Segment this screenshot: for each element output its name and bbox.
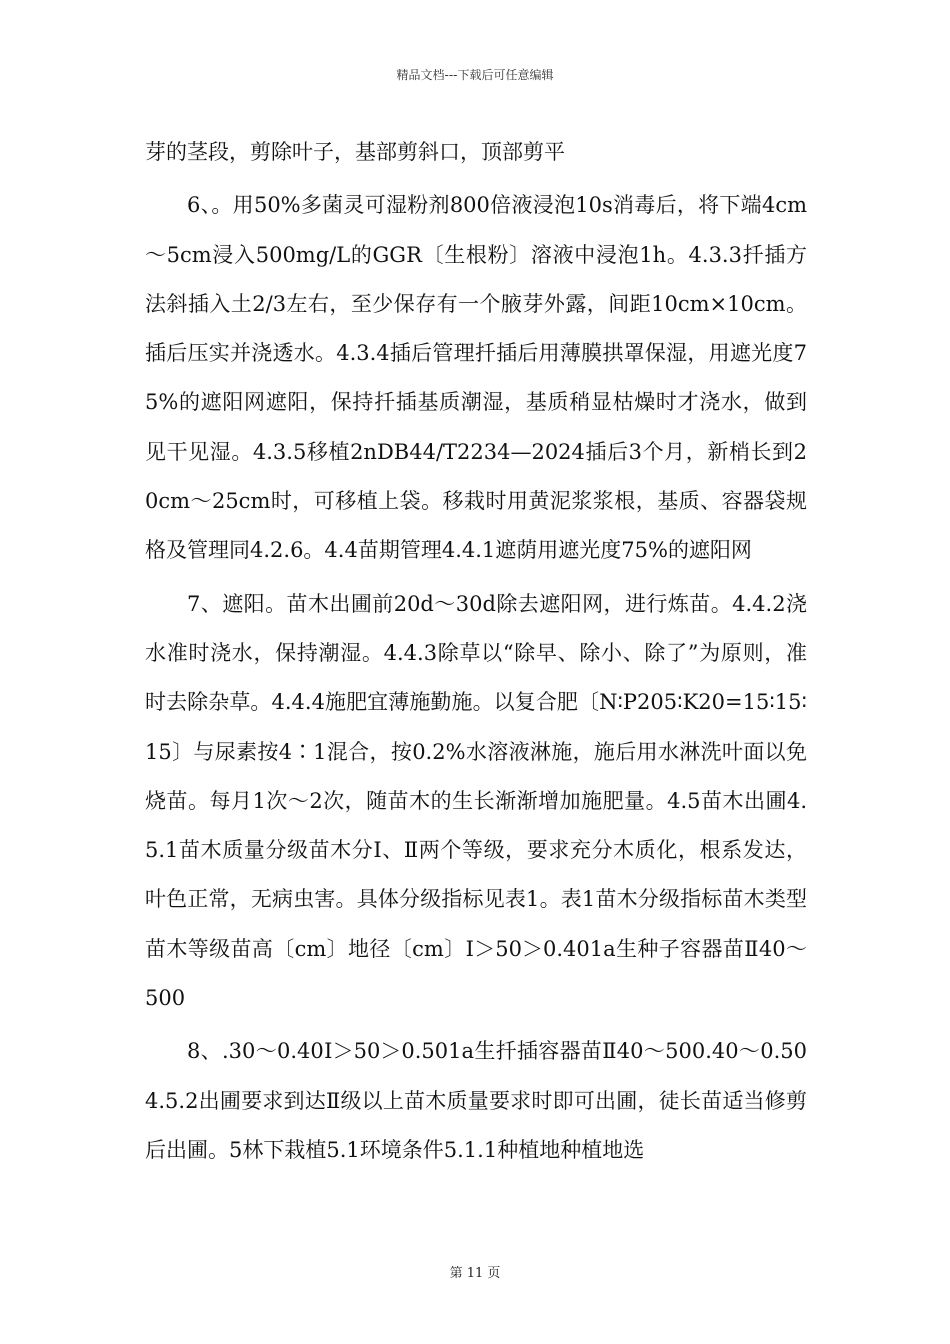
paragraph-8: 8、.30～0.40Ⅰ＞50＞0.501a生扦插容器苗Ⅱ40～500.40～0.504.5.2出圃要求到达Ⅱ级以上苗木质量要求时即可出圃，徒长苗适当修剪后出圃。5林下栽植5.1环境条件5.1.1种植地种植地选 [145,1039,807,1162]
document-body [145,128,807,1179]
paragraph-6: 6、。用50%多菌灵可湿粉剂800倍液浸泡10s消毒后，将下端4cm～5cm浸入500mg/L的GGR〔生根粉〕溶液中浸泡1h。4.3.3扦插方法斜插入土2/3左右，至少保存有一个腋芽外露，间距10cm×10cm。插后压实并浇透水。4.3.4插后管理扦插后用薄膜拱罩保湿，用遮光度75%的遮阳网遮阳，保持扦插基质潮湿，基质稍显枯燥时才浇水，做到见干见湿。4.3.5移植2nDB44/T2234—2024插后3个月，新梢长到20cm～25cm时，可移植上袋。移栽时用黄泥浆浆根，基质、容器袋规格及管理同4.2.6。4.4苗期管理4.4.1遮荫用遮光度75%的遮阳网 [145,193,807,563]
page-number: 第 11 页 [449,1266,501,1281]
paragraph-continuation: 芽的茎段，剪除叶子，基部剪斜口，顶部剪平 [145,140,565,164]
paragraph-7: 7、遮阳。苗木出圃前20d～30d除去遮阳网，进行炼苗。4.4.2浇水准时浇水，保持潮湿。4.4.3除草以“除早、除小、除了”为原则，准时去除杂草。4.4.4施肥宜薄施勤施。以复合肥〔N∶P205∶K20=15∶15∶15〕与尿素按4∶1混合，按0.2%水溶液淋施，施后用水淋洗叶面以免烧苗。每月1次～2次，随苗木的生长渐渐增加施肥量。4.5苗木出圃4.5.1苗木质量分级苗木分Ⅰ、Ⅱ两个等级，要求充分木质化，根系发达，叶色正常，无病虫害。具体分级指标见表1。表1苗木分级指标苗木类型苗木等级苗高〔cm〕地径〔cm〕Ⅰ＞50＞0.401a生种子容器苗Ⅱ40～500 [145,591,807,1011]
page-header: 精品文档---下载后可任意编辑 [396,68,554,82]
